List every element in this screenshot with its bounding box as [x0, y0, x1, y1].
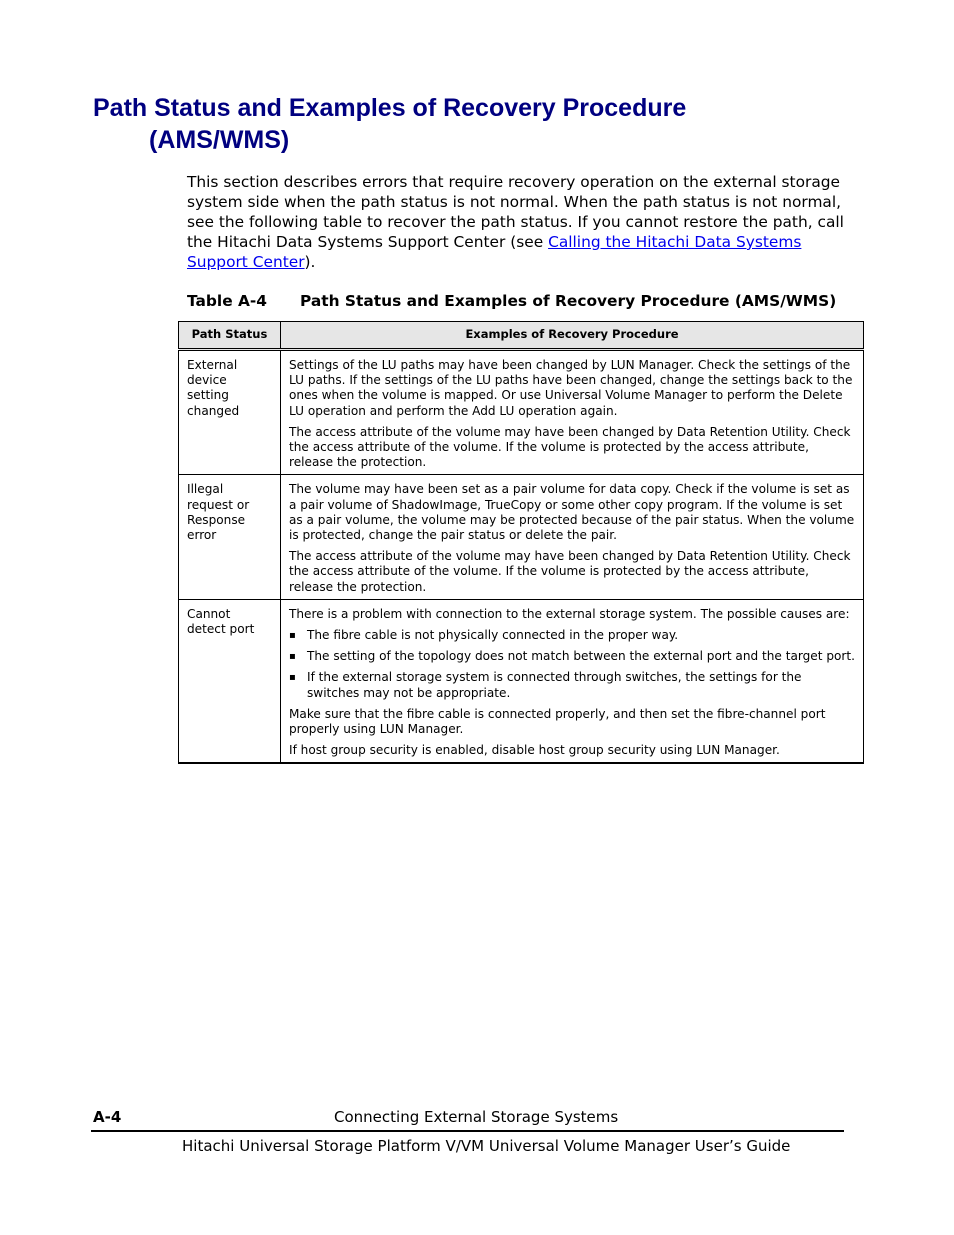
procedure-text: If host group security is enabled, disable host group security using LUN Manager. [289, 743, 780, 758]
table-header-row [179, 322, 864, 350]
recovery-procedure-table [178, 321, 864, 764]
header-recovery-procedure: Examples of Recovery Procedure [281, 322, 864, 350]
table-number: Table A-4 [187, 292, 267, 310]
list-item [289, 670, 855, 700]
table-row [179, 599, 864, 763]
procedure-text: The access attribute of the volume may have been changed by Data Retention Utility. Check the access attribute of the volume. If the volume is protected by the access attribute, release the protection. [289, 549, 851, 594]
section-heading [93, 92, 813, 156]
procedure-text: Make sure that the fibre cable is connected properly, and then set the fibre-channel port properly using LUN Manager. [289, 706, 826, 737]
causes-list [289, 628, 855, 701]
procedure-text: There is a problem with connection to the external storage system. The possible causes are: [289, 606, 850, 621]
list-item-text: The setting of the topology does not match between the external port and the target port. [307, 649, 855, 664]
section-heading-line2: (AMS/WMS) [149, 126, 290, 154]
support-center-link[interactable]: Calling the Hitachi Data Systems Support Center [187, 233, 802, 271]
intro-text-after: ). [304, 253, 316, 271]
procedure-text: Settings of the LU paths may have been changed by LUN Manager. Check the settings of the LU paths. If the settings of the LU paths have been changed, change the settings back to the ones when the volume is mapped. Or use Universal Volume Manager to perform the Delete LU operation and perform the Add LU operation again. [289, 358, 853, 418]
path-status-cell: Cannot detect port [179, 599, 281, 763]
intro-paragraph [187, 172, 857, 272]
list-item-text: The fibre cable is not physically connected in the proper way. [307, 628, 679, 643]
chapter-title: Connecting External Storage Systems [334, 1108, 619, 1126]
path-status-cell: Illegal request or Response error [179, 475, 281, 599]
procedure-cell [281, 350, 864, 475]
table-row [179, 475, 864, 599]
list-item [289, 649, 855, 664]
procedure-cell [281, 599, 864, 763]
path-status-cell: External device setting changed [179, 350, 281, 475]
bullet-icon: ▪ [289, 672, 296, 684]
list-item-text: If the external storage system is connected through switches, the settings for the switches may not be appropriate. [307, 670, 802, 700]
book-title: Hitachi Universal Storage Platform V/VM Universal Volume Manager User’s Guide [182, 1137, 791, 1155]
procedure-text: The volume may have been set as a pair volume for data copy. Check if the volume is set as a pair volume of ShadowImage, TrueCopy or some other copy program. If the volume is set as a pair volume, the volume may be protected because of the pair status. When the volume is protected, change the pair status or delete the pair. [289, 482, 855, 543]
bullet-icon: ▪ [289, 630, 296, 642]
bullet-icon: ▪ [289, 651, 296, 663]
list-item [289, 628, 855, 643]
table-row [179, 350, 864, 475]
page-number: A-4 [93, 1108, 122, 1126]
table-caption [187, 290, 877, 312]
section-heading-line1: Path Status and Examples of Recovery Procedure [93, 94, 687, 122]
intro-text-before: This section describes errors that require recovery operation on the external storage system side when the path status is not normal. When the path status is not normal, see the following table to recover the path status. If you cannot restore the path, call the Hitachi Data Systems Support Center (see [187, 173, 844, 251]
header-path-status: Path Status [179, 322, 281, 350]
procedure-text: The access attribute of the volume may have been changed by Data Retention Utility. Check the access attribute of the volume. If the volume is protected by the access attribute, release the protection. [289, 424, 851, 470]
footer-divider [91, 1130, 844, 1132]
table-title: Path Status and Examples of Recovery Procedure (AMS/WMS) [300, 292, 837, 310]
procedure-cell [281, 475, 864, 599]
